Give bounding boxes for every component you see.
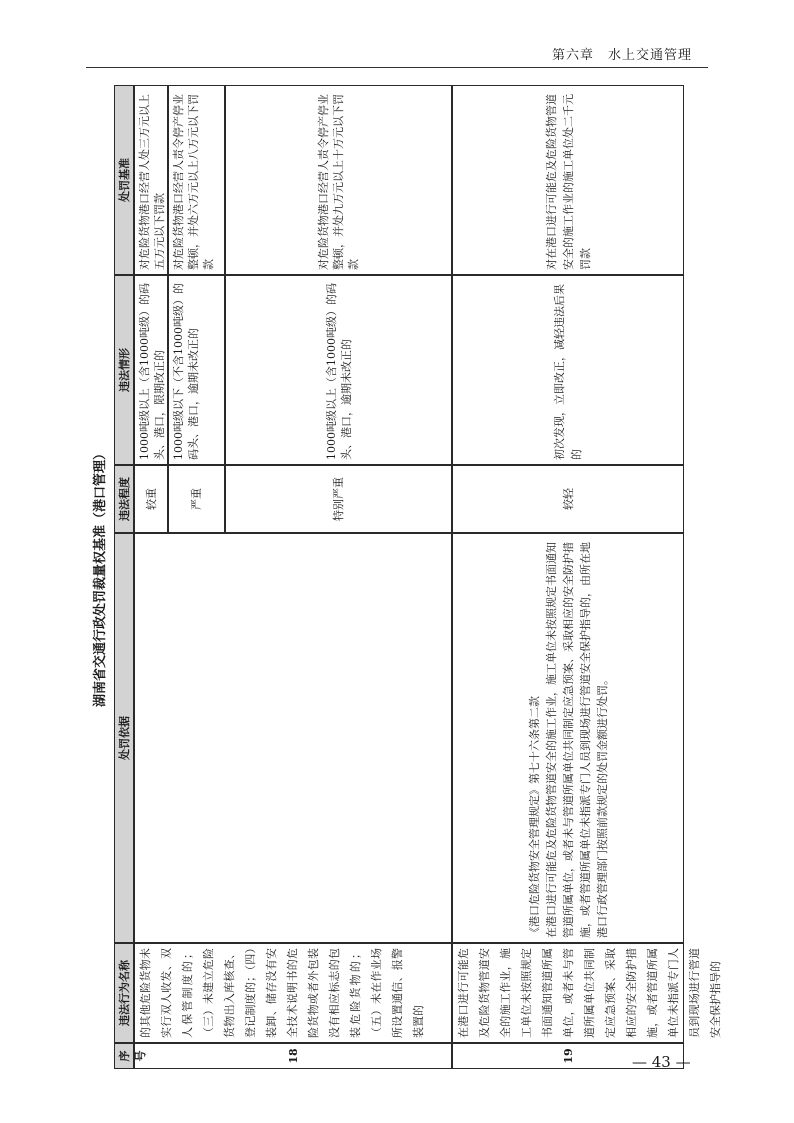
row18-situation-2: 1000吨级以下（不含1000吨级）的码头、港口，逾期未改正的	[168, 275, 225, 465]
header-name: 违法行为名称	[114, 943, 134, 1043]
page-number: — 43 —	[632, 1053, 691, 1071]
row19-basis-text: 《港口危险货物安全管理规定》第七十六条第二款 在港口进行可能危及危险货物管道安全的施工作业，施工单位未按照规定书面通知管道所属单位，或者未与管道所属单位共同制定应急预案、采取相应的安全防护措施，或者管道所属单位未指派专门人员到现场进行管道安全保护指导的，由所在地港口行政管理部门按照前款规定的处罚金额进行处罚。	[527, 542, 609, 938]
row18-seq: 18	[134, 1043, 452, 1069]
row18-degree-1: 较重	[134, 465, 168, 533]
row18-standard-2: 对危险货物港口经营人责令停产停业整顿，并处六万元以上八万元以下罚款	[168, 85, 225, 275]
row18-degree-3: 特别严重	[225, 465, 452, 533]
row18-standard-1: 对危险货物港口经营人处三万元以上五万元以下罚款	[134, 85, 168, 275]
row18-degree-2: 严重	[168, 465, 225, 533]
header-basis: 处罚依据	[114, 533, 134, 943]
row18-situation-3	[225, 275, 452, 465]
header-situation: 违法情形	[114, 275, 134, 465]
row19-standard-text: 对在港口进行可能危及危险货物管道安全的施工作业的施工单位处二千元罚款	[544, 94, 592, 270]
chapter-header: 第六章 水上交通管理	[551, 48, 692, 63]
row18-situation-3-text: 1000吨级以上（含1000吨级）的码头、港口，逾期未改正的	[324, 283, 353, 460]
row19-standard	[452, 85, 684, 275]
row19-name: 在港口进行可能危及危险货物管道安全的施工作业，施工单位未按照规定书面通知管道所属单位，或者未与管道所属单位共同制定应急预案、采取相应的安全防护措施，或者管道所属单位未指派专门人员到现场进行管道安全保护指导的	[452, 943, 684, 1043]
row18-situation-1: 1000吨级以上（含1000吨级）的码头、港口，限期改正的	[134, 275, 168, 465]
row18-standard-3	[225, 85, 452, 275]
row18-name: 的其他危险货物未实行双人收发、双人保管制度的；（三）未建立危险货物出入库核查、登记制度的；（四）装卸、储存没有安全技术说明书的危险货物或者外包装没有相应标志的包装危险货物的；（五）未在作业场所设置通信、报警装置的	[134, 943, 452, 1043]
row19-seq: 19	[452, 1043, 684, 1069]
row19-degree: 较轻	[452, 465, 684, 533]
row19-situation	[452, 275, 684, 465]
header-standard: 处罚基准	[114, 85, 134, 275]
rotated-penalty-table	[88, 85, 722, 1069]
row18-standard-3-text: 对危险货物港口经营人责令停产停业整顿，并处九万元以上十万元以下罚款	[317, 94, 360, 270]
row18-basis	[134, 533, 452, 943]
header-seq: 序号	[114, 1043, 134, 1069]
row19-basis	[452, 533, 684, 943]
table-grid	[114, 85, 722, 1069]
table-title: 湖南省交通行政处罚裁量权基准（港口管理）	[93, 447, 108, 708]
row19-situation-text: 初次发现，立即改正，减轻违法后果的	[553, 284, 583, 460]
header-divider	[86, 67, 708, 68]
header-degree: 违法程度	[114, 465, 134, 533]
